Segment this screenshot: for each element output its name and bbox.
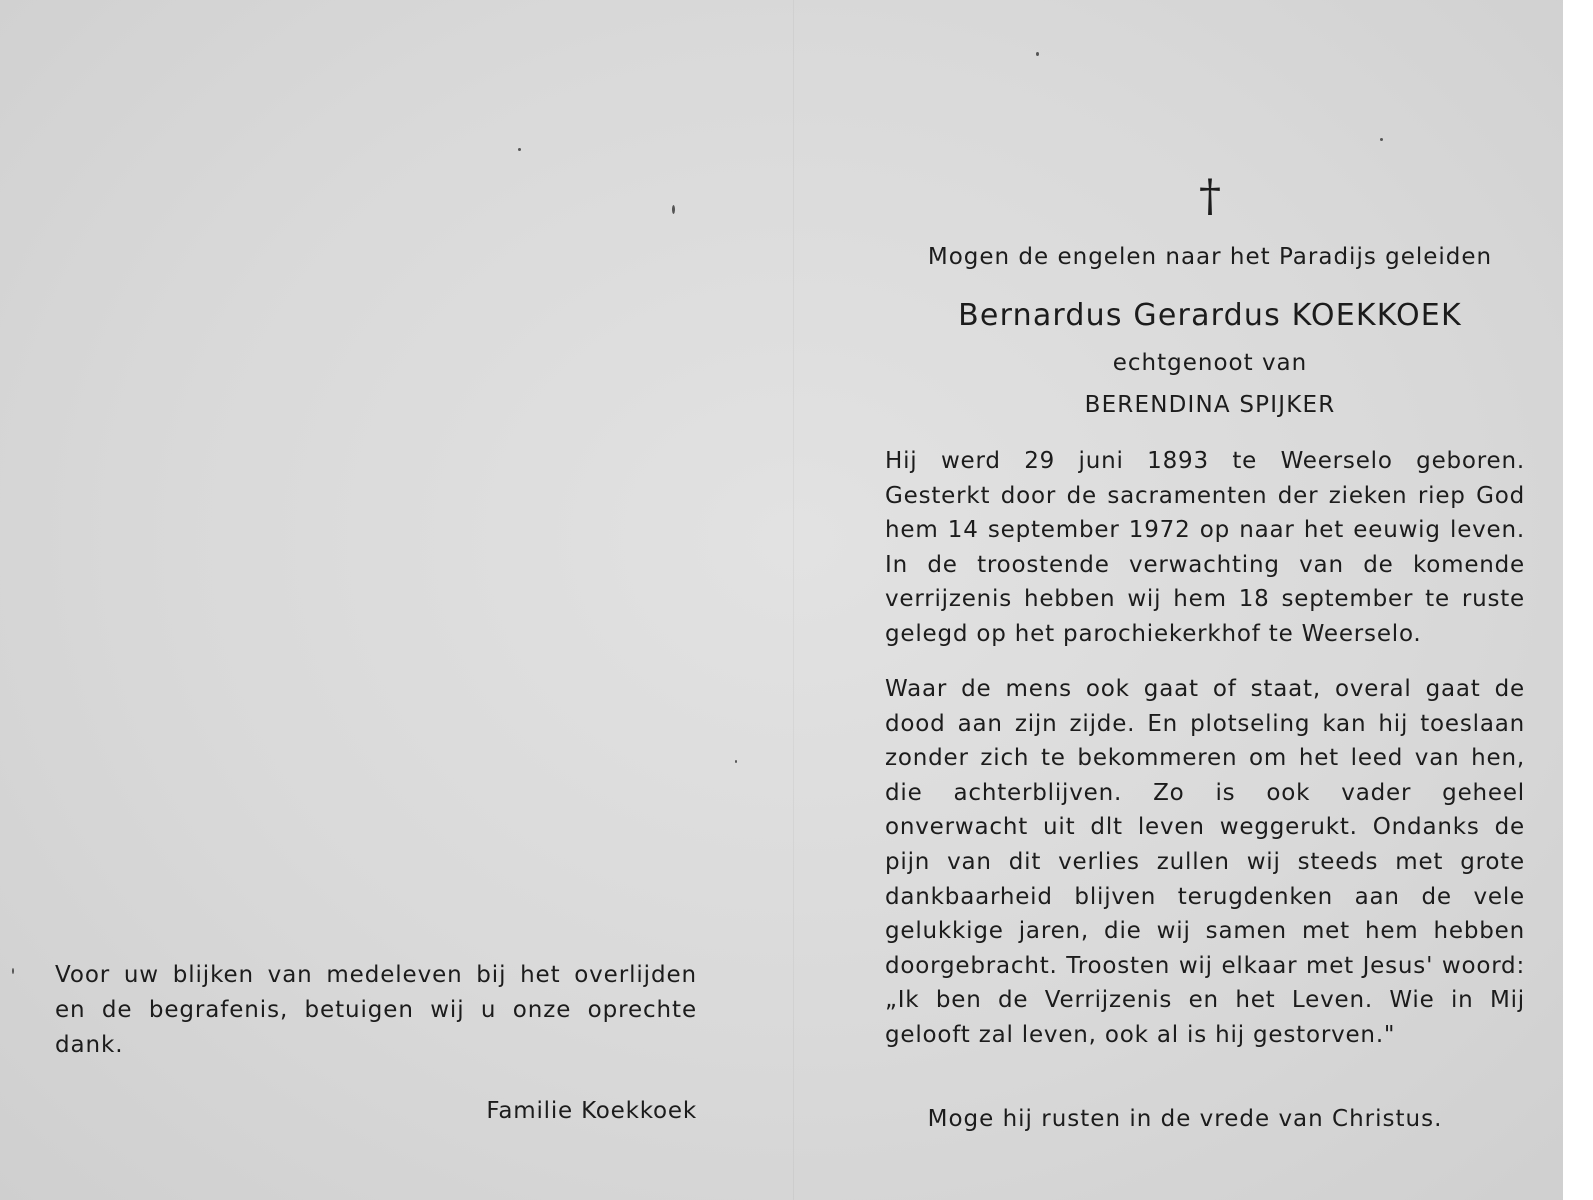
closing-blessing: Moge hij rusten in de vrede van Christus. [927,1106,1443,1132]
thank-you-note: Voor uw blijken van medeleven bij het overlijden en de begrafenis, betuigen wij u onze oprechte dank. [55,962,697,1058]
reflection-paragraph: Waar de mens ook gaat of staat, overal gaat de dood aan zijn zijde. En plotseling kan hij toeslaan zonder zich te bekommeren om het leed van hen, die achterblijven. Zo is ook vader geheel onverwacht uit dlt leven weggerukt. Ondanks de pijn van dit verlies zullen wij steeds met grote dankbaarheid blijven terugdenken aan de vele gelukkige jaren, die wij samen met hem hebben doorgebracht. Troosten wij elkaar met Jesus' woord: „Ik ben de Verrijzenis en het Leven. Wie in Mij gelooft zal leven, ook al is hij gestorven." [885,676,1525,1048]
biography-paragraph: Hij werd 29 juni 1893 te Weerselo geboren. Gesterkt door de sacramenten der zieken riep God hem 14 september 1972 op naar het eeuwig leven. In de troostende verwachting van de komende verrijzenis hebben wij hem 18 september te ruste gelegd op het parochiekerkhof te Weerselo. [885,448,1525,647]
fold-line [793,0,794,1200]
paper-speck [1380,138,1383,141]
spouse-label: echtgenoot van [1112,350,1308,376]
deceased-name: Bernardus Gerardus KOEKKOEK [958,298,1462,333]
cross-symbol: † [1199,171,1221,222]
paper-speck [735,760,737,763]
spouse-name: BERENDINA SPIJKER [1084,392,1336,418]
paper-speck [12,968,14,974]
paper-speck [1036,52,1039,56]
paper-speck [518,148,521,151]
scan-border [1563,0,1593,1200]
prayer-line: Mogen de engelen naar het Paradijs geleiden [927,244,1493,270]
family-signature: Familie Koekkoek [486,1098,697,1124]
paper-speck [672,205,675,214]
